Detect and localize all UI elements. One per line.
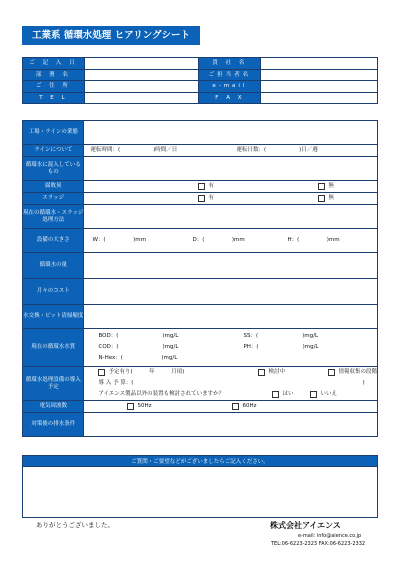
info-field[interactable] (261, 58, 378, 70)
info-field[interactable] (261, 69, 378, 81)
size-h: H：( )mm (287, 237, 340, 244)
page-title: 工業系 循環水処理 ヒアリングシート (22, 26, 200, 45)
ss-field: SS：( )mg/L (243, 333, 319, 340)
line-days: 運転日数：( )日／週 (236, 147, 318, 154)
freq-60-checkbox[interactable] (232, 403, 239, 410)
cod-field: COD：( )mg/L (98, 344, 179, 351)
sludge-yes-checkbox[interactable] (198, 195, 205, 202)
smell-no-label: 無 (328, 183, 334, 190)
line-label: ラインについて (23, 145, 84, 157)
other-yes-checkbox[interactable] (272, 391, 279, 398)
company-name: 株式会社アイエンス (270, 521, 341, 530)
factory-label: 工場・ラインの業態 (23, 121, 84, 145)
cost-label: 月々のコスト (23, 279, 84, 305)
size-label: 設備の大きさ (23, 229, 84, 253)
amount-label: 循環水の量 (23, 253, 84, 279)
company-tel: TEL:06-6223-2323 FAX:06-6223-2332 (271, 541, 366, 547)
sludge-no-label: 無 (328, 195, 334, 202)
info-row (23, 58, 378, 70)
info-row (23, 92, 378, 104)
info-label: ご 記 入 日 (23, 58, 85, 70)
amount-field[interactable] (84, 253, 378, 279)
target-label: 対策後の排水条件 (23, 413, 84, 437)
info-row (23, 81, 378, 93)
circ-field[interactable] (84, 157, 378, 181)
sludge-no-checkbox[interactable] (318, 195, 325, 202)
contact-info-table (22, 57, 378, 104)
info-field[interactable] (84, 92, 199, 104)
thanks-text: ありがとうございました。 (36, 521, 114, 529)
info-label: 貴 社 名 (199, 58, 261, 70)
info-field[interactable] (261, 81, 378, 93)
request-header: ご質問・ご要望などがございましたらご記入ください。 (22, 455, 378, 467)
other-yes-label: はい (282, 391, 294, 398)
other-question: アイエンス製品以外の装置も検討されていますか？ (98, 391, 225, 398)
budget-close: ) (362, 380, 365, 387)
nhex-field: N-Hex：( )mg/L (98, 355, 178, 362)
info-label: ご担当者名 (199, 69, 261, 81)
smell-yes-checkbox[interactable] (198, 183, 205, 190)
company-email: e-mail: info@aience.co.jp (298, 533, 362, 539)
freq-50-label: 50Hz (137, 403, 152, 410)
ph-field: PH：( )mg/L (243, 344, 319, 351)
info-field[interactable] (84, 58, 199, 70)
info-label: 部 署 名 (23, 69, 85, 81)
hearing-table (22, 120, 378, 437)
line-field[interactable] (84, 145, 378, 157)
info-field[interactable] (84, 69, 199, 81)
plan-yes-checkbox[interactable] (98, 369, 105, 376)
clean-field[interactable] (84, 305, 378, 329)
info-label: T E L (23, 92, 85, 104)
plan-info-label: 情報収集の段階 (338, 369, 377, 376)
cost-field[interactable] (84, 279, 378, 305)
plan-consider-checkbox[interactable] (258, 369, 265, 376)
freq-60-label: 60Hz (242, 403, 257, 410)
method-field[interactable] (84, 205, 378, 229)
plan-info-checkbox[interactable] (328, 369, 335, 376)
size-w: W：( )mm (92, 237, 146, 244)
sludge-label: スラッジ (23, 193, 84, 205)
info-label: F A X (199, 92, 261, 104)
info-label: e-mail (199, 81, 261, 93)
info-row (23, 69, 378, 81)
plan-consider-label: 検討中 (268, 369, 285, 376)
budget-field[interactable]: 導 入 予 算：( (98, 380, 134, 387)
smell-label: 腐敗臭 (23, 181, 84, 193)
line-hours: 運転時間：( )時間／日 (90, 147, 178, 154)
target-field[interactable] (84, 413, 378, 437)
plan-label: 循環水処理設備の導入予定 (23, 367, 84, 401)
other-no-checkbox[interactable] (310, 391, 317, 398)
freq-label: 電気周波数 (23, 401, 84, 413)
size-d: D：( )mm (192, 237, 245, 244)
quality-label: 現在の循環水水質 (23, 329, 84, 367)
info-field[interactable] (261, 92, 378, 104)
sludge-yes-label: 有 (208, 195, 214, 202)
info-field[interactable] (84, 81, 199, 93)
other-no-label: いいえ (320, 391, 337, 398)
method-label: 現在の循環水・スラッジ処理方法 (23, 205, 84, 229)
plan-yes-label: 予定有り( 年 月頃) (108, 369, 185, 376)
clean-label: 水交換・ピット清掃頻度 (23, 305, 84, 329)
freq-50-checkbox[interactable] (127, 403, 134, 410)
factory-field[interactable] (84, 121, 378, 145)
request-field[interactable] (22, 466, 378, 518)
smell-no-checkbox[interactable] (318, 183, 325, 190)
circ-label: 循環水に混入しているもの (23, 157, 84, 181)
bod-field: BOD：( )mg/L (98, 333, 179, 340)
smell-yes-label: 有 (208, 183, 214, 190)
info-label: ご 住 所 (23, 81, 85, 93)
